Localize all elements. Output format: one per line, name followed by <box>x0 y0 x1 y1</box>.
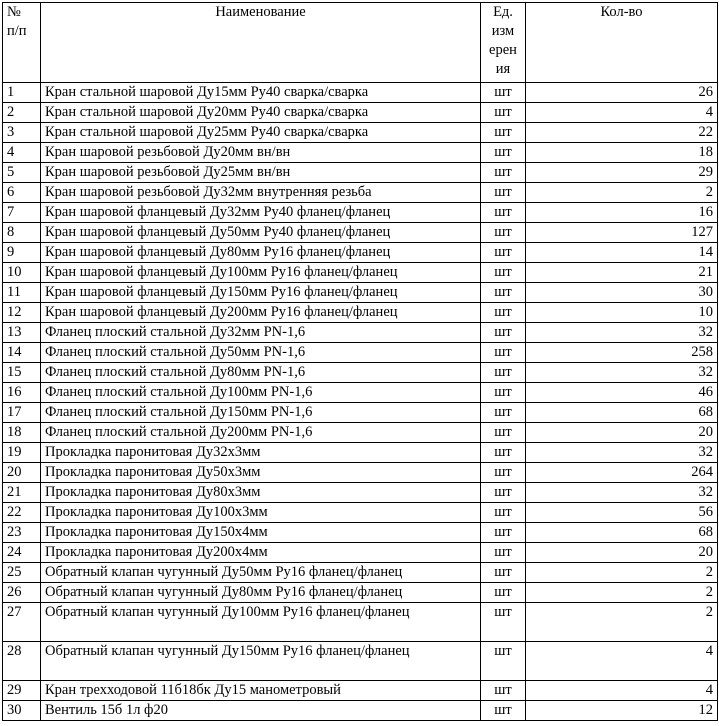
row-unit: шт <box>481 483 526 503</box>
row-qty: 22 <box>526 123 718 143</box>
row-num: 13 <box>3 323 41 343</box>
row-unit: шт <box>481 523 526 543</box>
row-num: 25 <box>3 563 41 583</box>
row-num: 2 <box>3 103 41 123</box>
row-unit: шт <box>481 243 526 263</box>
row-qty: 56 <box>526 503 718 523</box>
table-row <box>3 323 718 343</box>
row-qty: 2 <box>526 183 718 203</box>
row-unit: шт <box>481 563 526 583</box>
row-name: Фланец плоский стальной Ду50мм PN-1,6 <box>41 343 481 363</box>
row-unit: шт <box>481 543 526 563</box>
row-name: Прокладка паронитовая Ду150х4мм <box>41 523 481 543</box>
row-name: Фланец плоский стальной Ду32мм PN-1,6 <box>41 323 481 343</box>
row-num: 4 <box>3 143 41 163</box>
row-name: Кран стальной шаровой Ду15мм Ру40 сварка/сварка <box>41 83 481 103</box>
row-qty: 21 <box>526 263 718 283</box>
table-row <box>3 123 718 143</box>
row-num: 10 <box>3 263 41 283</box>
row-unit: шт <box>481 503 526 523</box>
row-num: 18 <box>3 423 41 443</box>
row-num: 11 <box>3 283 41 303</box>
row-qty: 258 <box>526 343 718 363</box>
row-num: 16 <box>3 383 41 403</box>
row-unit: шт <box>481 163 526 183</box>
table-body <box>3 83 718 721</box>
table-row <box>3 103 718 123</box>
row-name: Обратный клапан чугунный Ду150мм Ру16 фланец/фланец <box>41 642 481 681</box>
row-num: 28 <box>3 642 41 681</box>
row-name: Кран шаровой резьбовой Ду20мм вн/вн <box>41 143 481 163</box>
row-qty: 10 <box>526 303 718 323</box>
row-num: 12 <box>3 303 41 323</box>
row-name: Фланец плоский стальной Ду150мм PN-1,6 <box>41 403 481 423</box>
row-name: Кран стальной шаровой Ду20мм Ру40 сварка/сварка <box>41 103 481 123</box>
table-row <box>3 443 718 463</box>
row-unit: шт <box>481 583 526 603</box>
table-header-row <box>3 3 718 83</box>
row-name: Кран шаровой резьбовой Ду25мм вн/вн <box>41 163 481 183</box>
table-row <box>3 163 718 183</box>
row-name: Вентиль 15б 1л ф20 <box>41 701 481 721</box>
row-name: Прокладка паронитовая Ду100х3мм <box>41 503 481 523</box>
table-row <box>3 143 718 163</box>
row-name: Кран шаровой фланцевый Ду200мм Ру16 фланец/фланец <box>41 303 481 323</box>
row-qty: 20 <box>526 423 718 443</box>
row-qty: 26 <box>526 83 718 103</box>
row-qty: 127 <box>526 223 718 243</box>
row-name: Фланец плоский стальной Ду100мм PN-1,6 <box>41 383 481 403</box>
table-row <box>3 203 718 223</box>
row-unit: шт <box>481 603 526 642</box>
row-name: Кран шаровой фланцевый Ду100мм Ру16 фланец/фланец <box>41 263 481 283</box>
row-name: Кран стальной шаровой Ду25мм Ру40 сварка/сварка <box>41 123 481 143</box>
row-qty: 32 <box>526 323 718 343</box>
row-num: 30 <box>3 701 41 721</box>
table-row <box>3 423 718 443</box>
row-name: Кран трехходовой 11б18бк Ду15 манометровый <box>41 681 481 701</box>
row-qty: 264 <box>526 463 718 483</box>
row-unit: шт <box>481 83 526 103</box>
row-num: 19 <box>3 443 41 463</box>
table-row <box>3 283 718 303</box>
table-row <box>3 223 718 243</box>
table-row <box>3 83 718 103</box>
row-qty: 46 <box>526 383 718 403</box>
materials-table <box>2 2 718 721</box>
row-name: Прокладка паронитовая Ду50х3мм <box>41 463 481 483</box>
table-row <box>3 483 718 503</box>
table-row <box>3 523 718 543</box>
row-qty: 68 <box>526 403 718 423</box>
row-qty: 32 <box>526 363 718 383</box>
row-name: Прокладка паронитовая Ду32х3мм <box>41 443 481 463</box>
row-num: 5 <box>3 163 41 183</box>
header-num: № п/п <box>3 3 41 83</box>
row-qty: 4 <box>526 642 718 681</box>
row-unit: шт <box>481 103 526 123</box>
row-name: Прокладка паронитовая Ду80х3мм <box>41 483 481 503</box>
row-unit: шт <box>481 323 526 343</box>
row-unit: шт <box>481 423 526 443</box>
row-unit: шт <box>481 123 526 143</box>
row-num: 23 <box>3 523 41 543</box>
row-name: Обратный клапан чугунный Ду100мм Ру16 фланец/фланец <box>41 603 481 642</box>
table-row <box>3 583 718 603</box>
table-row <box>3 363 718 383</box>
row-unit: шт <box>481 403 526 423</box>
table-row <box>3 263 718 283</box>
row-num: 27 <box>3 603 41 642</box>
table-row <box>3 681 718 701</box>
row-qty: 2 <box>526 603 718 642</box>
row-qty: 4 <box>526 103 718 123</box>
row-qty: 14 <box>526 243 718 263</box>
row-unit: шт <box>481 443 526 463</box>
table-row <box>3 503 718 523</box>
row-qty: 30 <box>526 283 718 303</box>
row-unit: шт <box>481 143 526 163</box>
row-num: 29 <box>3 681 41 701</box>
row-num: 20 <box>3 463 41 483</box>
header-unit: Ед. изм ерен ия <box>481 3 526 83</box>
row-num: 22 <box>3 503 41 523</box>
row-unit: шт <box>481 283 526 303</box>
row-unit: шт <box>481 203 526 223</box>
row-num: 26 <box>3 583 41 603</box>
row-unit: шт <box>481 701 526 721</box>
row-name: Кран шаровой фланцевый Ду32мм Ру40 фланец/фланец <box>41 203 481 223</box>
row-name: Прокладка паронитовая Ду200х4мм <box>41 543 481 563</box>
row-name: Обратный клапан чугунный Ду80мм Ру16 фланец/фланец <box>41 583 481 603</box>
row-num: 9 <box>3 243 41 263</box>
row-num: 6 <box>3 183 41 203</box>
row-qty: 16 <box>526 203 718 223</box>
row-qty: 32 <box>526 483 718 503</box>
row-qty: 12 <box>526 701 718 721</box>
table-row <box>3 563 718 583</box>
row-unit: шт <box>481 363 526 383</box>
row-unit: шт <box>481 303 526 323</box>
row-unit: шт <box>481 343 526 363</box>
row-qty: 2 <box>526 583 718 603</box>
row-name: Кран шаровой фланцевый Ду150мм Ру16 фланец/фланец <box>41 283 481 303</box>
row-unit: шт <box>481 223 526 243</box>
table-row <box>3 642 718 681</box>
table-row <box>3 543 718 563</box>
row-num: 1 <box>3 83 41 103</box>
table-row <box>3 383 718 403</box>
row-name: Кран шаровой фланцевый Ду50мм Ру40 фланец/фланец <box>41 223 481 243</box>
row-num: 17 <box>3 403 41 423</box>
row-name: Обратный клапан чугунный Ду50мм Ру16 фланец/фланец <box>41 563 481 583</box>
row-name: Фланец плоский стальной Ду200мм PN-1,6 <box>41 423 481 443</box>
row-unit: шт <box>481 263 526 283</box>
row-qty: 32 <box>526 443 718 463</box>
row-unit: шт <box>481 463 526 483</box>
row-unit: шт <box>481 681 526 701</box>
table-row <box>3 343 718 363</box>
row-num: 14 <box>3 343 41 363</box>
table-row <box>3 243 718 263</box>
row-num: 8 <box>3 223 41 243</box>
row-unit: шт <box>481 383 526 403</box>
row-num: 7 <box>3 203 41 223</box>
table-row <box>3 463 718 483</box>
table-row <box>3 603 718 642</box>
row-num: 21 <box>3 483 41 503</box>
row-name: Кран шаровой резьбовой Ду32мм внутренняя резьба <box>41 183 481 203</box>
row-qty: 68 <box>526 523 718 543</box>
table-row <box>3 701 718 721</box>
table-row <box>3 403 718 423</box>
row-num: 3 <box>3 123 41 143</box>
row-unit: шт <box>481 642 526 681</box>
row-unit: шт <box>481 183 526 203</box>
row-num: 24 <box>3 543 41 563</box>
row-qty: 18 <box>526 143 718 163</box>
header-name: Наименование <box>41 3 481 83</box>
table-row <box>3 303 718 323</box>
row-qty: 2 <box>526 563 718 583</box>
row-qty: 4 <box>526 681 718 701</box>
header-qty: Кол-во <box>526 3 718 83</box>
table-row <box>3 183 718 203</box>
row-qty: 20 <box>526 543 718 563</box>
row-num: 15 <box>3 363 41 383</box>
row-name: Фланец плоский стальной Ду80мм PN-1,6 <box>41 363 481 383</box>
row-name: Кран шаровой фланцевый Ду80мм Ру16 фланец/фланец <box>41 243 481 263</box>
row-qty: 29 <box>526 163 718 183</box>
